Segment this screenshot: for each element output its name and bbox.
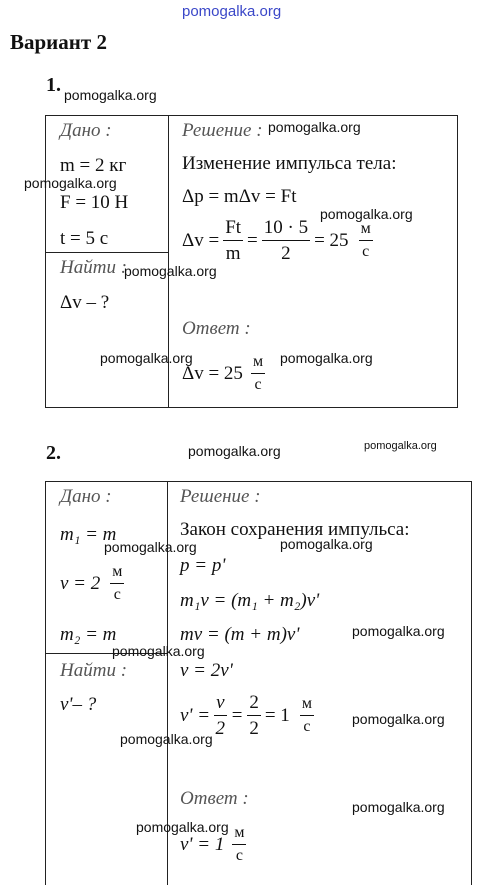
watermark: pomogalka.org xyxy=(112,643,205,659)
given-m1: m₁ = m xyxy=(60,524,117,545)
fraction-denominator: 2 xyxy=(215,718,226,739)
answer-value xyxy=(182,354,265,393)
unit-denominator: с xyxy=(362,243,370,260)
table-1-right-border xyxy=(457,115,458,408)
unit-denominator: с xyxy=(303,718,311,735)
fraction-denominator: 2 xyxy=(249,718,259,739)
given-time: t = 5 с xyxy=(60,228,109,249)
find-value: Δv – ? xyxy=(60,292,110,313)
find-value: v'– ? xyxy=(60,694,97,715)
watermark-top: pomogalka.org xyxy=(182,3,282,20)
page-title: Вариант 2 xyxy=(10,30,107,54)
unit-numerator: м xyxy=(300,696,314,716)
watermark: pomogalka.org xyxy=(268,119,361,135)
table-2-top-border xyxy=(45,481,472,482)
law-text: Изменение импульса тела: xyxy=(182,153,397,174)
find-label: Найти : xyxy=(60,660,128,681)
answer-label: Ответ : xyxy=(182,318,251,339)
unit-ms xyxy=(232,825,246,864)
problem-1-number: 1. xyxy=(46,74,61,96)
unit-denominator: с xyxy=(254,376,262,393)
given-force: F = 10 Н xyxy=(60,192,129,213)
unit-ms xyxy=(251,354,265,393)
watermark: pomogalka.org xyxy=(24,175,117,191)
fraction-v-2 xyxy=(214,693,226,738)
table-1-bottom-border xyxy=(45,407,458,408)
watermark: pomogalka.org xyxy=(100,350,193,366)
given-label: Дано : xyxy=(60,120,112,141)
equation-4: v = 2v' xyxy=(180,660,233,681)
watermark: pomogalka.org xyxy=(352,799,445,815)
given-velocity xyxy=(60,564,124,603)
unit-numerator: м xyxy=(110,564,124,584)
solution-label: Решение : xyxy=(180,486,261,507)
watermark: pomogalka.org xyxy=(364,440,437,452)
equation-3: mv = (m + m)v' xyxy=(180,624,300,645)
equation-momentum: Δp = mΔv = Ft xyxy=(182,186,297,207)
watermark: pomogalka.org xyxy=(120,731,213,747)
watermark: pomogalka.org xyxy=(352,623,445,639)
fraction-numerator: Ft xyxy=(223,218,243,241)
table-2-right-border xyxy=(471,481,472,885)
fraction-numerator: v xyxy=(214,693,226,716)
fraction-numerator: 10 · 5 xyxy=(262,218,310,241)
watermark: pomogalka.org xyxy=(280,536,373,552)
eq-result: = 25 xyxy=(314,229,349,251)
problem-2-number: 2. xyxy=(46,442,61,464)
watermark: pomogalka.org xyxy=(136,819,229,835)
watermark: pomogalka.org xyxy=(64,87,157,103)
solution-label: Решение : xyxy=(182,120,263,141)
unit-numerator: м xyxy=(251,354,265,374)
equation-1: p = p' xyxy=(180,555,226,576)
given-velocity-value: v = 2 xyxy=(60,572,101,594)
eq-equals: = xyxy=(247,229,258,251)
fraction-numbers xyxy=(262,218,310,263)
unit-ms xyxy=(110,564,124,603)
eq-equals: = xyxy=(230,704,244,726)
fraction-ft-m xyxy=(223,218,243,263)
answer-lhs: v' = 1 xyxy=(180,833,225,855)
unit-numerator: м xyxy=(232,825,246,845)
given-mass: m = 2 кг xyxy=(60,155,127,176)
watermark: pomogalka.org xyxy=(280,350,373,366)
eq-lhs: v' = xyxy=(180,704,211,726)
given-label: Дано : xyxy=(60,486,112,507)
fraction-denominator: 2 xyxy=(281,243,291,264)
table-1-left-border xyxy=(45,115,46,408)
law-text: Закон сохранения импульса: xyxy=(180,519,410,540)
watermark: pomogalka.org xyxy=(188,443,281,459)
eq-lhs: Δv = xyxy=(182,229,220,251)
table-1-given-separator xyxy=(45,252,169,253)
unit-denominator: с xyxy=(235,847,243,864)
eq-result: = 1 xyxy=(264,704,290,726)
watermark: pomogalka.org xyxy=(320,206,413,222)
given-m2: m₂ = m xyxy=(60,624,117,645)
unit-ms xyxy=(300,696,314,735)
find-label: Найти : xyxy=(60,257,128,278)
equation-2: m₁v = (m₁ + m₂)v' xyxy=(180,590,320,611)
unit-numerator: м xyxy=(359,221,373,241)
watermark: pomogalka.org xyxy=(124,263,217,279)
unit-ms xyxy=(359,221,373,260)
fraction-2-2 xyxy=(247,693,261,738)
answer-label: Ответ : xyxy=(180,788,249,809)
watermark: pomogalka.org xyxy=(104,539,197,555)
table-2-left-border xyxy=(45,481,46,885)
table-1-top-border xyxy=(45,115,458,116)
fraction-denominator: m xyxy=(225,243,241,264)
watermark: pomogalka.org xyxy=(352,711,445,727)
unit-denominator: с xyxy=(113,586,121,603)
equation-velocity xyxy=(182,218,373,263)
answer-lhs: Δv = 25 xyxy=(182,362,243,384)
fraction-numerator: 2 xyxy=(247,693,261,716)
